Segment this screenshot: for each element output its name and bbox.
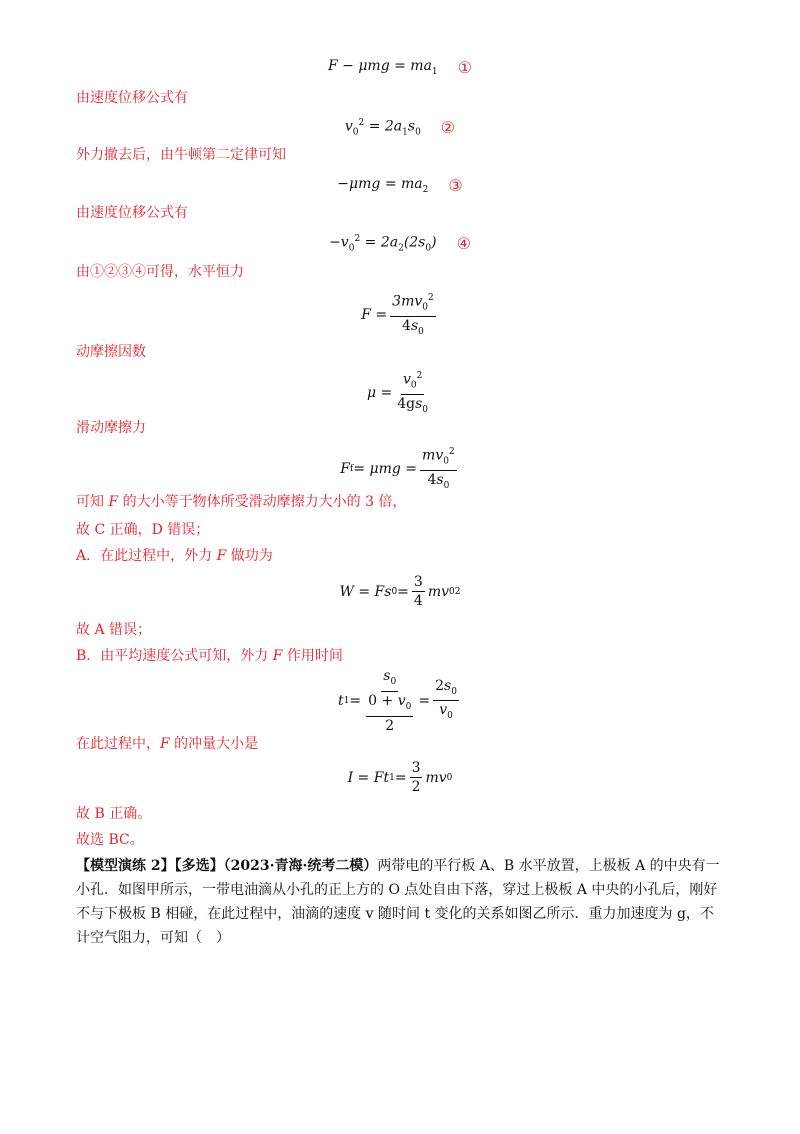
equation-2: $v_0^2 = 2a_1s_0$ ② xyxy=(344,118,456,138)
text-line: 故 A 错误； xyxy=(76,622,152,638)
equation-4: $-v_0^2 = 2a_2(2s_0)$ ④ xyxy=(329,234,471,254)
equation-time: t 1 = $\frac{s_0}{\frac{0 + v_0}{2}}$ = $\frac{2s_0}{v_0}$ xyxy=(338,668,457,734)
equation-3: $-\mu mg = ma_2$ ③ xyxy=(337,176,463,195)
equation-label-1: ① xyxy=(457,58,472,77)
question-tag: 【模型演练 2】【多选】（2023·青海·统考二模） xyxy=(76,858,378,874)
text-line: 故 C 正确，D 错误； xyxy=(76,522,210,538)
equation-label-4: ④ xyxy=(456,234,471,254)
text-line: A．在此过程中，外力 F 做功为 xyxy=(76,548,273,564)
text-line: 可知 F 的大小等于物体所受滑动摩擦力大小的 3 倍， xyxy=(76,494,407,510)
equation-friction-force: F f = μmg = $\frac{mv_0^2}{4s_0}$ xyxy=(0,444,800,494)
equation-friction-coefficient: μ = $\frac{v_0^2}{4gs_0}$ xyxy=(0,368,800,418)
equation-force: F = $\frac{3mv_0^2}{4s_0}$ xyxy=(0,290,800,340)
text-line: 由速度位移公式有 xyxy=(76,205,188,221)
text-line: 滑动摩擦力 xyxy=(76,420,146,436)
text-line: 由①②③④可得，水平恒力 xyxy=(76,264,244,280)
question-text: 两带电的平行板 A、B 水平放置，上极板 A 的中央有一小孔．如图甲所示，一带电油滴从小孔的正上方的 O 点处自由下落，穿过上极板 A 中央的小孔后，刚好不与下极板 B 相碰，在此过程中，油滴的速度 v 随时间 t 变化的关系如图乙所示．重力加速度为 g，不计空气阻力，可知（ ） xyxy=(76,858,720,946)
equation-label-2: ② xyxy=(440,118,456,138)
text-line: 在此过程中，F 的冲量大小是 xyxy=(76,736,259,752)
text-line: 外力撤去后，由牛顿第二定律可知 xyxy=(76,147,286,163)
equation-label-3: ③ xyxy=(448,176,463,195)
text-line: 由速度位移公式有 xyxy=(76,90,188,106)
equation-work: W = Fs 0 = $\frac{3}{4}$ mv 0 2 xyxy=(339,574,461,609)
question-paragraph xyxy=(76,854,724,950)
text-line: B．由平均速度公式可知，外力 F 作用时间 xyxy=(76,648,343,664)
text-line: 故 B 正确。 xyxy=(76,806,152,822)
equation-impulse: I = Ft 1 = $\frac{3}{2}$ mv 0 xyxy=(347,760,453,795)
text-line: 故选 BC。 xyxy=(76,832,144,848)
text-line: 动摩擦因数 xyxy=(76,344,146,360)
equation-1: $F - \mu mg = ma_1$ ① xyxy=(327,58,472,77)
